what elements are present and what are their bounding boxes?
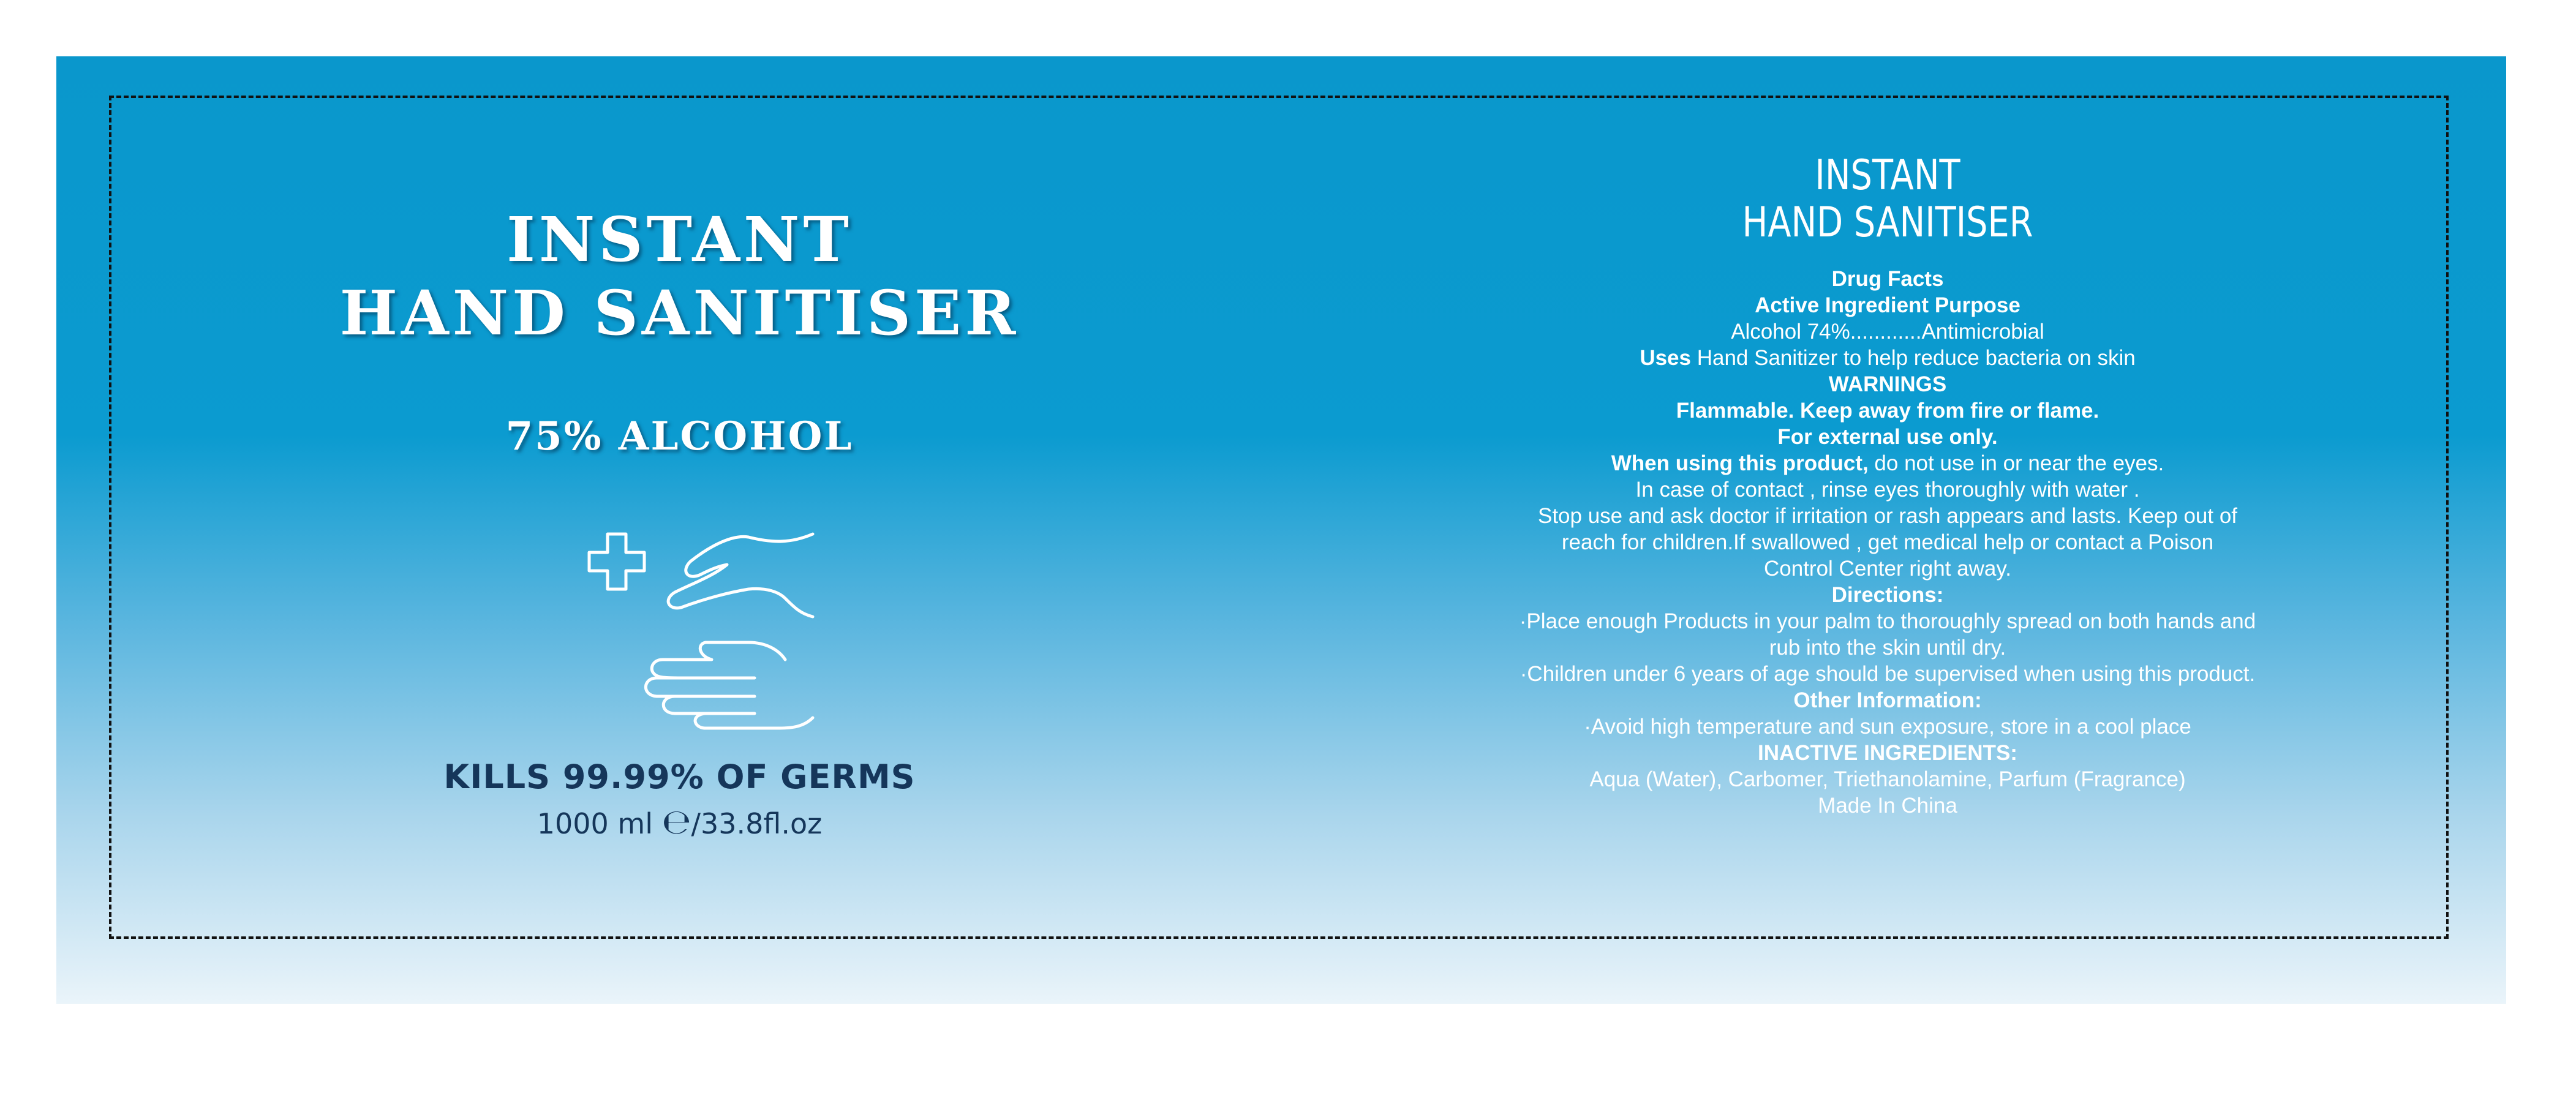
inactive-ingredients-text: Aqua (Water), Carbomer, Triethanolamine, Parfum (Fragrance)	[1589, 767, 2186, 791]
made-in: Made In China	[1818, 794, 1957, 818]
drug-facts-heading: Drug Facts	[1831, 267, 1944, 291]
external-use-warning: For external use only.	[1777, 425, 1998, 449]
back-title-line1: INSTANT	[1815, 151, 1960, 200]
other-info-text: ·Avoid high temperature and sun exposure, store in a cool place	[1584, 715, 2191, 739]
warnings-heading: WARNINGS	[1828, 372, 1947, 396]
stop-use-line1: Stop use and ask doctor if irritation or rash appears and lasts. Keep out of	[1537, 504, 2238, 528]
front-title-line2: HAND SANITISER	[339, 277, 1020, 349]
inactive-ingredients-heading: INACTIVE INGREDIENTS:	[1758, 741, 2017, 765]
uses-label: Uses	[1640, 346, 1691, 370]
medical-cross-icon	[589, 534, 644, 589]
other-info-heading: Other Information:	[1793, 688, 1982, 712]
flammable-warning: Flammable. Keep away from fire or flame.	[1676, 399, 2100, 423]
back-panel	[1373, 56, 2402, 1004]
volume-ml: 1000 ml	[537, 807, 653, 840]
germ-kill-claim: KILLS 99.99% OF GERMS	[443, 758, 916, 796]
front-title-line1: INSTANT	[507, 203, 853, 276]
directions-heading: Directions:	[1831, 583, 1944, 607]
volume-oz: /33.8fl.oz	[691, 807, 823, 840]
active-ingredient-line: Alcohol 74%............Antimicrobial	[1731, 320, 2044, 344]
alcohol-percentage: 75% ALCOHOL	[505, 413, 854, 459]
volume-statement	[56, 802, 1303, 842]
when-using-label: When using this product,	[1611, 451, 1869, 475]
product-label	[56, 56, 2506, 1004]
stop-use-line2: reach for children.If swallowed , get medical help or contact a Poison	[1561, 530, 2214, 554]
direction1-line1: ·Place enough Products in your palm to thoroughly spread on both hands and	[1519, 609, 2256, 633]
upper-hand-outline	[668, 534, 813, 617]
uses-text: Hand Sanitizer to help reduce bacteria on skin	[1690, 346, 2136, 370]
when-using-text: do not use in or near the eyes.	[1868, 451, 2164, 475]
when-using-line	[1373, 450, 2402, 476]
lower-hand-outline	[646, 642, 813, 728]
back-title-line2: HAND SANITISER	[1742, 198, 2033, 247]
fingers-divider	[690, 678, 755, 713]
front-panel	[56, 56, 1343, 1004]
direction1-line2: rub into the skin until dry.	[1769, 636, 2006, 660]
drug-facts	[1373, 266, 2402, 819]
uses-line	[1373, 345, 2402, 371]
estimated-sign: ℮	[661, 802, 691, 842]
direction2: ·Children under 6 years of age should be supervised when using this product.	[1520, 662, 2256, 686]
cross-and-hands-icon	[583, 531, 816, 758]
active-ingredient-heading: Active Ingredient Purpose	[1755, 293, 2021, 317]
eye-contact-line: In case of contact , rinse eyes thoroughly with water .	[1635, 478, 2140, 502]
stop-use-line3: Control Center right away.	[1764, 557, 2011, 581]
